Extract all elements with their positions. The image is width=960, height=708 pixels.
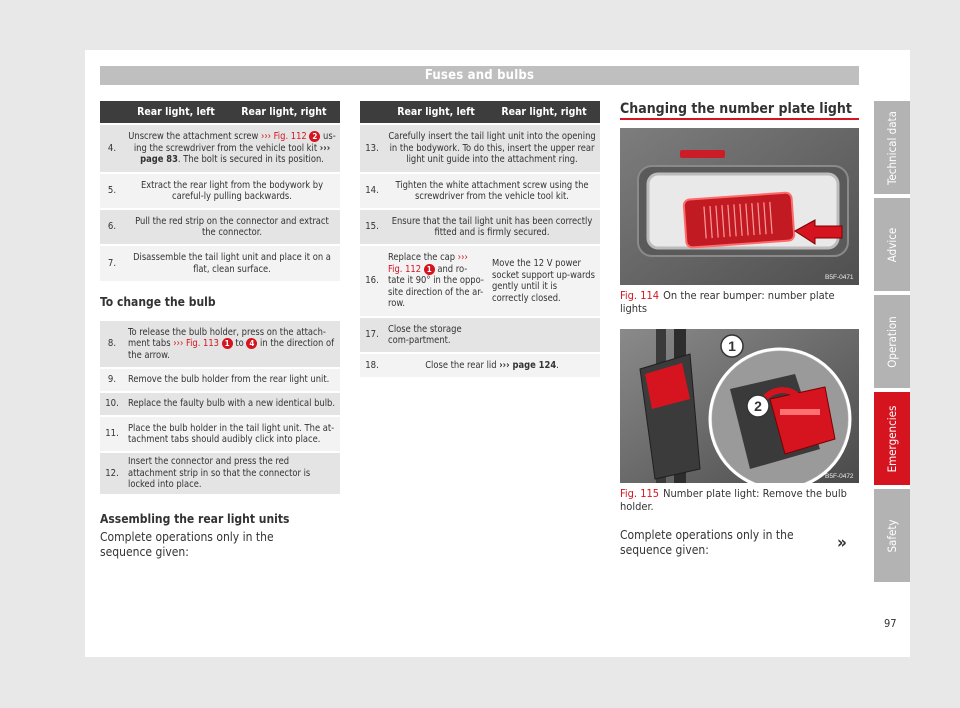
table-row — [100, 124, 340, 173]
table-row — [100, 392, 340, 416]
step-text: Close the rear lid ››› page 124. — [384, 353, 600, 377]
tab-safety[interactable]: Safety — [874, 489, 910, 582]
assembling-heading: Assembling the rear light units — [100, 511, 290, 526]
table-header-left: Rear light, left — [384, 101, 488, 124]
tab-operation[interactable]: Operation — [874, 295, 910, 388]
left-steps-table — [100, 101, 340, 281]
table-header-right: Rear light, right — [488, 101, 600, 124]
step-number: 12. — [100, 452, 124, 494]
section-title: Changing the number plate light — [620, 101, 852, 117]
step-text: Carefully insert the tail light unit into the opening in the bodywork. To do this, insert the upper rear light unit guide into the attachment ring. — [384, 124, 600, 173]
callout-number: 4 — [246, 338, 257, 349]
step-text-right: Move the 12 V power socket support up-wards gently until it is correctly closed. — [488, 245, 600, 317]
middle-steps-table — [360, 101, 600, 377]
step-text: Disassemble the tail light unit and place it on a flat, clean surface. — [124, 245, 340, 281]
figure-link[interactable]: ››› Fig. 113 — [173, 338, 220, 350]
figure-114-image — [620, 128, 859, 285]
step-number: 15. — [360, 209, 384, 245]
step-number: 5. — [100, 173, 124, 209]
page-link[interactable]: ››› page 83 — [140, 142, 331, 166]
table-header-left: Rear light, left — [124, 101, 228, 124]
table-header-right: Rear light, right — [228, 101, 340, 124]
table-header-number — [100, 101, 124, 124]
change-bulb-table — [100, 319, 340, 494]
assembling-text: Complete operations only in the sequence given: — [100, 529, 274, 559]
figure-link[interactable]: ››› Fig. 112 — [260, 131, 307, 143]
step-text: Ensure that the tail light unit has been correctly fitted and is firmly secured. — [384, 209, 600, 245]
step-text: Unscrew the attachment screw ››› Fig. 112 2 us-ing the screwdriver from the vehicle tool kit ››› page 83. The bolt is secured in its position. — [124, 124, 340, 173]
table-row — [100, 368, 340, 392]
left-column — [100, 101, 340, 560]
table-row — [100, 452, 340, 494]
step-text-left: Close the storage com-partment. — [384, 317, 488, 353]
table-row — [100, 173, 340, 209]
caption-text: Number plate light: Remove the bulb holder. — [620, 487, 847, 513]
callout-number: 1 — [222, 338, 233, 349]
figure-number: Fig. 115 — [620, 487, 660, 500]
figure-number: Fig. 114 — [620, 289, 660, 302]
step-number: 13. — [360, 124, 384, 173]
table-row — [100, 209, 340, 245]
step-text: Place the bulb holder in the tail light unit. The at-tachment tabs should audibly click into place. — [124, 416, 340, 452]
continue-arrow: » — [837, 533, 847, 553]
step-number: 11. — [100, 416, 124, 452]
step-text: Tighten the white attachment screw using the screwdriver from the vehicle tool kit. — [384, 173, 600, 209]
bulb-holder-illustration — [620, 329, 859, 483]
step-text: Insert the connector and press the red attachment strip in so that the connector is locked into place. — [124, 452, 340, 494]
step-number: 10. — [100, 392, 124, 416]
middle-column — [360, 101, 600, 377]
step-number: 18. — [360, 353, 384, 377]
step-text: Remove the bulb holder from the rear light unit. — [124, 368, 340, 392]
callout-number: 1 — [424, 264, 435, 275]
image-code: B5F-0472 — [825, 473, 854, 480]
step-text: Pull the red strip on the connector and extract the connector. — [124, 209, 340, 245]
step-text-left: Replace the cap ››› Fig. 112 1 and ro-tate it 90° in the oppo-site direction of the ar-row. — [384, 245, 488, 317]
table-row — [100, 320, 340, 368]
figure-link[interactable]: ››› Fig. 112 — [388, 252, 468, 275]
tab-emergencies[interactable]: Emergencies — [874, 392, 910, 485]
step-number: 4. — [100, 124, 124, 173]
tab-advice[interactable]: Advice — [874, 198, 910, 291]
table-row — [360, 317, 600, 353]
step-number: 8. — [100, 320, 124, 368]
step-number: 14. — [360, 173, 384, 209]
figure-115-caption — [620, 487, 859, 513]
change-bulb-heading: To change the bulb — [100, 295, 216, 309]
table-row — [100, 416, 340, 452]
caption-text: On the rear bumper: number plate lights — [620, 289, 835, 315]
page-link[interactable]: ››› page 124 — [499, 359, 557, 371]
step-text: Replace the faulty bulb with a new identical bulb. — [124, 392, 340, 416]
callout-number: 2 — [309, 131, 320, 142]
figure-114-caption — [620, 289, 859, 315]
title-divider — [620, 118, 859, 120]
table-row — [360, 245, 600, 317]
step-number: 16. — [360, 245, 384, 317]
step-number: 9. — [100, 368, 124, 392]
step-text: To release the bulb holder, press on the attach-ment tabs ››› Fig. 113 1 to 4 in the direction of the arrow. — [124, 320, 340, 368]
table-row — [360, 353, 600, 377]
callout-2: 2 — [754, 398, 762, 414]
sequence-text: Complete operations only in the sequence given: — [620, 528, 794, 557]
image-code: B5F-0471 — [825, 274, 854, 281]
table-header-number — [360, 101, 384, 124]
table-row — [360, 209, 600, 245]
step-text: Extract the rear light from the bodywork by careful-ly pulling backwards. — [124, 173, 340, 209]
step-number: 17. — [360, 317, 384, 353]
page-number: 97 — [884, 617, 897, 630]
table-row — [100, 245, 340, 281]
table-row — [360, 173, 600, 209]
number-plate-light-illustration — [620, 128, 859, 285]
step-number: 7. — [100, 245, 124, 281]
step-text-right — [488, 317, 600, 353]
figure-115-image — [620, 329, 859, 483]
callout-1: 1 — [728, 338, 736, 354]
table-row — [360, 124, 600, 173]
page-header: Fuses and bulbs — [100, 66, 859, 85]
tab-technical-data[interactable]: Technical data — [874, 101, 910, 194]
step-number: 6. — [100, 209, 124, 245]
